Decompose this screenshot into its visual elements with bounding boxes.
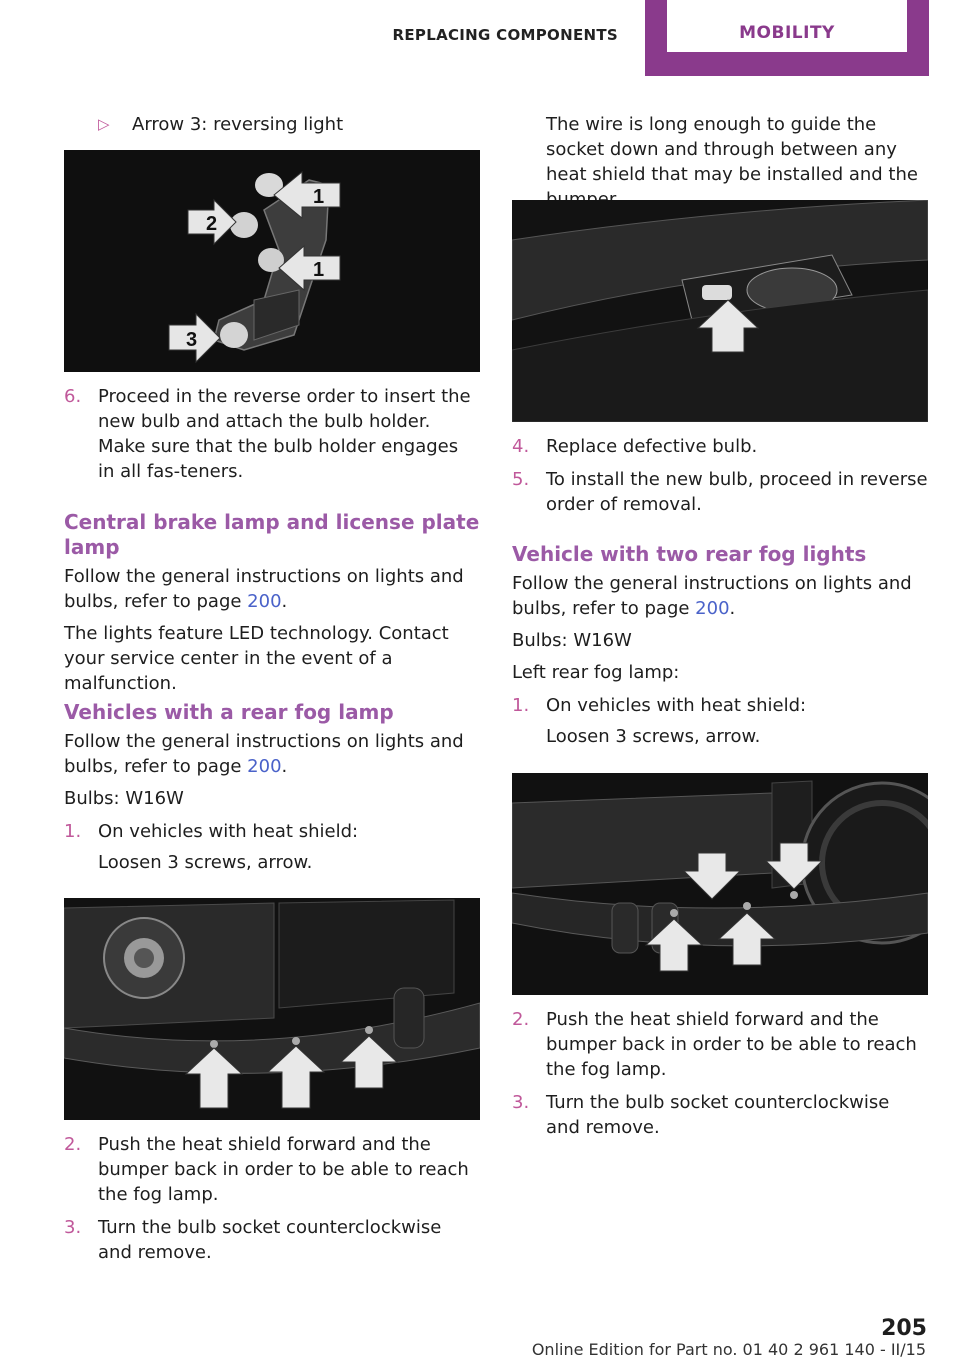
bulb-holder-figure [64, 150, 480, 372]
fig-label-3: 3 [186, 329, 198, 351]
step-number: 1. [512, 695, 530, 716]
fog-heading: Vehicles with a rear fog lamp [64, 700, 394, 724]
step-number: 4. [512, 436, 530, 457]
step-number: 2. [512, 1009, 530, 1030]
step-2 [64, 1132, 480, 1207]
fig-label-1a: 1 [313, 186, 325, 208]
central-para-1: Follow the general instructions on lights and bulbs, refer to page 200. [64, 566, 464, 612]
step-1-sub: Loosen 3 screws, arrow. [546, 726, 761, 747]
step-text: Turn the bulb socket counterclockwise and remove. [546, 1092, 890, 1138]
step-text: Push the heat shield forward and the bumper back in order to be able to reach the fog lamp. [546, 1009, 917, 1080]
step-number: 1. [64, 821, 82, 842]
step-number: 3. [64, 1217, 82, 1238]
fig-label-2: 2 [206, 213, 218, 235]
step-number: 3. [512, 1092, 530, 1113]
heat-shield-figure [64, 898, 480, 1120]
step-2 [512, 1007, 928, 1082]
triangle-marker-icon: ▷ [98, 115, 110, 133]
step-1 [512, 693, 928, 718]
arrow-item [64, 112, 480, 137]
page-link[interactable]: 200 [247, 591, 282, 612]
chapter-tab [645, 0, 929, 76]
step-text: Push the heat shield forward and the bumper back in order to be able to reach the fog lamp. [98, 1134, 469, 1205]
wire-text: The wire is long enough to guide the socket down and through between any heat shield that may be installed and the [546, 114, 918, 185]
page-number: 205 [881, 1316, 927, 1341]
edition-footer: Online Edition for Part no. 01 40 2 961 140 - II/15 [531, 1340, 926, 1359]
left-rear-label: Left rear fog lamp: [512, 662, 680, 683]
step-6 [64, 384, 480, 484]
two-fog-para-1: Follow the general instructions on lights and bulbs, refer to page 200. [512, 573, 912, 619]
left-steps-2-3 [64, 1132, 480, 1265]
fog-section [64, 700, 480, 875]
page-link[interactable]: 200 [695, 598, 730, 619]
fig-label-1b: 1 [313, 259, 325, 281]
step-text: Replace defective bulb. [546, 436, 758, 457]
two-fog-bulbs: Bulbs: W16W [512, 630, 632, 651]
step-3 [512, 1090, 928, 1140]
step-5 [512, 467, 928, 517]
two-fog-section [512, 542, 928, 749]
step-1-sub: Loosen 3 screws, arrow. [98, 852, 313, 873]
step-3 [64, 1215, 480, 1265]
central-section [64, 510, 480, 696]
step-number: 2. [64, 1134, 82, 1155]
socket-figure [512, 200, 928, 422]
two-fog-heading: Vehicle with two rear fog lights [512, 542, 867, 566]
step-text: On vehicles with heat shield: [98, 821, 359, 842]
arrow-item-text: Arrow 3: reversing light [132, 114, 344, 135]
chapter-title: MOBILITY [739, 23, 835, 43]
section-title: REPLACING COMPONENTS [392, 26, 618, 44]
step-text: Proceed in the reverse order to insert the new bulb and attach the bulb holder. Make sure that the bulb holder engages in all fas‐teners. [98, 386, 471, 482]
wire-note [512, 112, 928, 212]
right-steps-4-5 [512, 434, 928, 517]
central-brake-heading: Central brake lamp and license plate lamp [64, 510, 480, 559]
central-para-2: The lights feature LED technology. Contact your service center in the event of a malfunction. [64, 623, 449, 694]
step-1 [64, 819, 480, 844]
step-number: 6. [64, 386, 82, 407]
step-4 [512, 434, 928, 459]
fog-bulbs: Bulbs: W16W [64, 788, 184, 809]
two-fog-heat-shield-figure [512, 773, 928, 995]
step-text: Turn the bulb socket counterclockwise and remove. [98, 1217, 442, 1263]
step-number: 5. [512, 469, 530, 490]
page-link[interactable]: 200 [247, 756, 282, 777]
step-text: On vehicles with heat shield: [546, 695, 807, 716]
step-text: To install the new bulb, proceed in reverse order of removal. [546, 469, 928, 515]
fog-para-1: Follow the general instructions on lights and bulbs, refer to page 200. [64, 731, 464, 777]
right-steps-2-3 [512, 1007, 928, 1140]
